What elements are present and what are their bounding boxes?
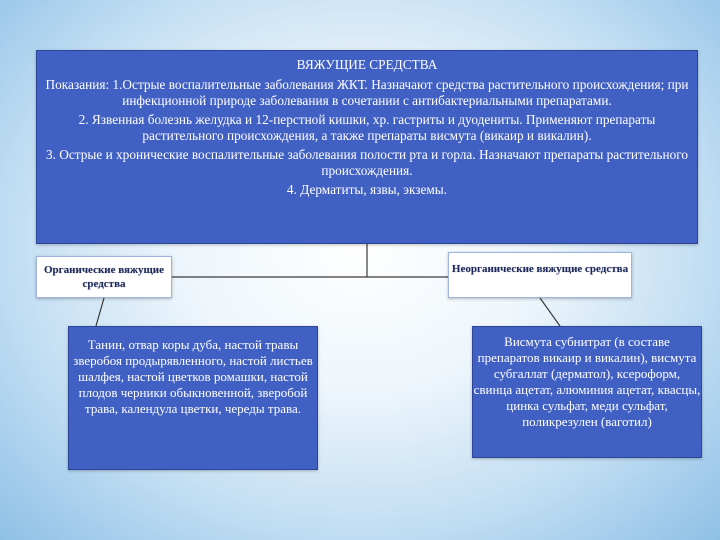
organic-category-box: [36, 256, 172, 298]
organic-category-label: Органические вяжущие средства: [44, 264, 164, 290]
inorganic-items-box: [472, 326, 702, 458]
indication-3: 3. Острые и хронические воспалительные заболевания полости рта и горла. Назначают препараты растительного происхождения.: [46, 147, 688, 178]
main-description-box: [36, 50, 698, 244]
indication-2: 2. Язвенная болезнь желудка и 12-перстной кишки, хр. гастриты и дуодениты. Применяют препараты растительного происхождения, а также препараты висмута (викаир и викалин).: [78, 112, 656, 143]
indication-1: Показания: 1.Острые воспалительные заболевания ЖКТ. Назначают средства растительного происхождения; при инфекционной природе заболевания в сочетании с антибактериальными препаратами.: [45, 77, 689, 108]
inorganic-category-label: Неорганические вяжущие средства: [451, 263, 629, 275]
organic-items-box: [68, 326, 318, 470]
connector-inorganic: [540, 298, 560, 326]
main-title: ВЯЖУЩИЕ СРЕДСТВА: [296, 57, 438, 72]
organic-items-text: Танин, отвар коры дуба, настой травы зверобоя продырявленного, настой листьев шалфея, настой цветков ромашки, настой плодов черники обыкновенной, зверобой трава, календула цветки, череды трава.: [73, 337, 313, 416]
inorganic-items-text: Висмута субнитрат (в составе препаратов викаир и викалин), висмута субгаллат (дерматол), ксероформ, свинца ацетат, алюминия ацетат, квасцы, цинка сульфат, меди сульфат, поликрезулен (ваготил): [473, 334, 701, 429]
indication-4: 4. Дерматиты, язвы, экземы.: [286, 182, 448, 197]
inorganic-category-box: [448, 252, 632, 298]
connector-organic: [96, 298, 104, 326]
